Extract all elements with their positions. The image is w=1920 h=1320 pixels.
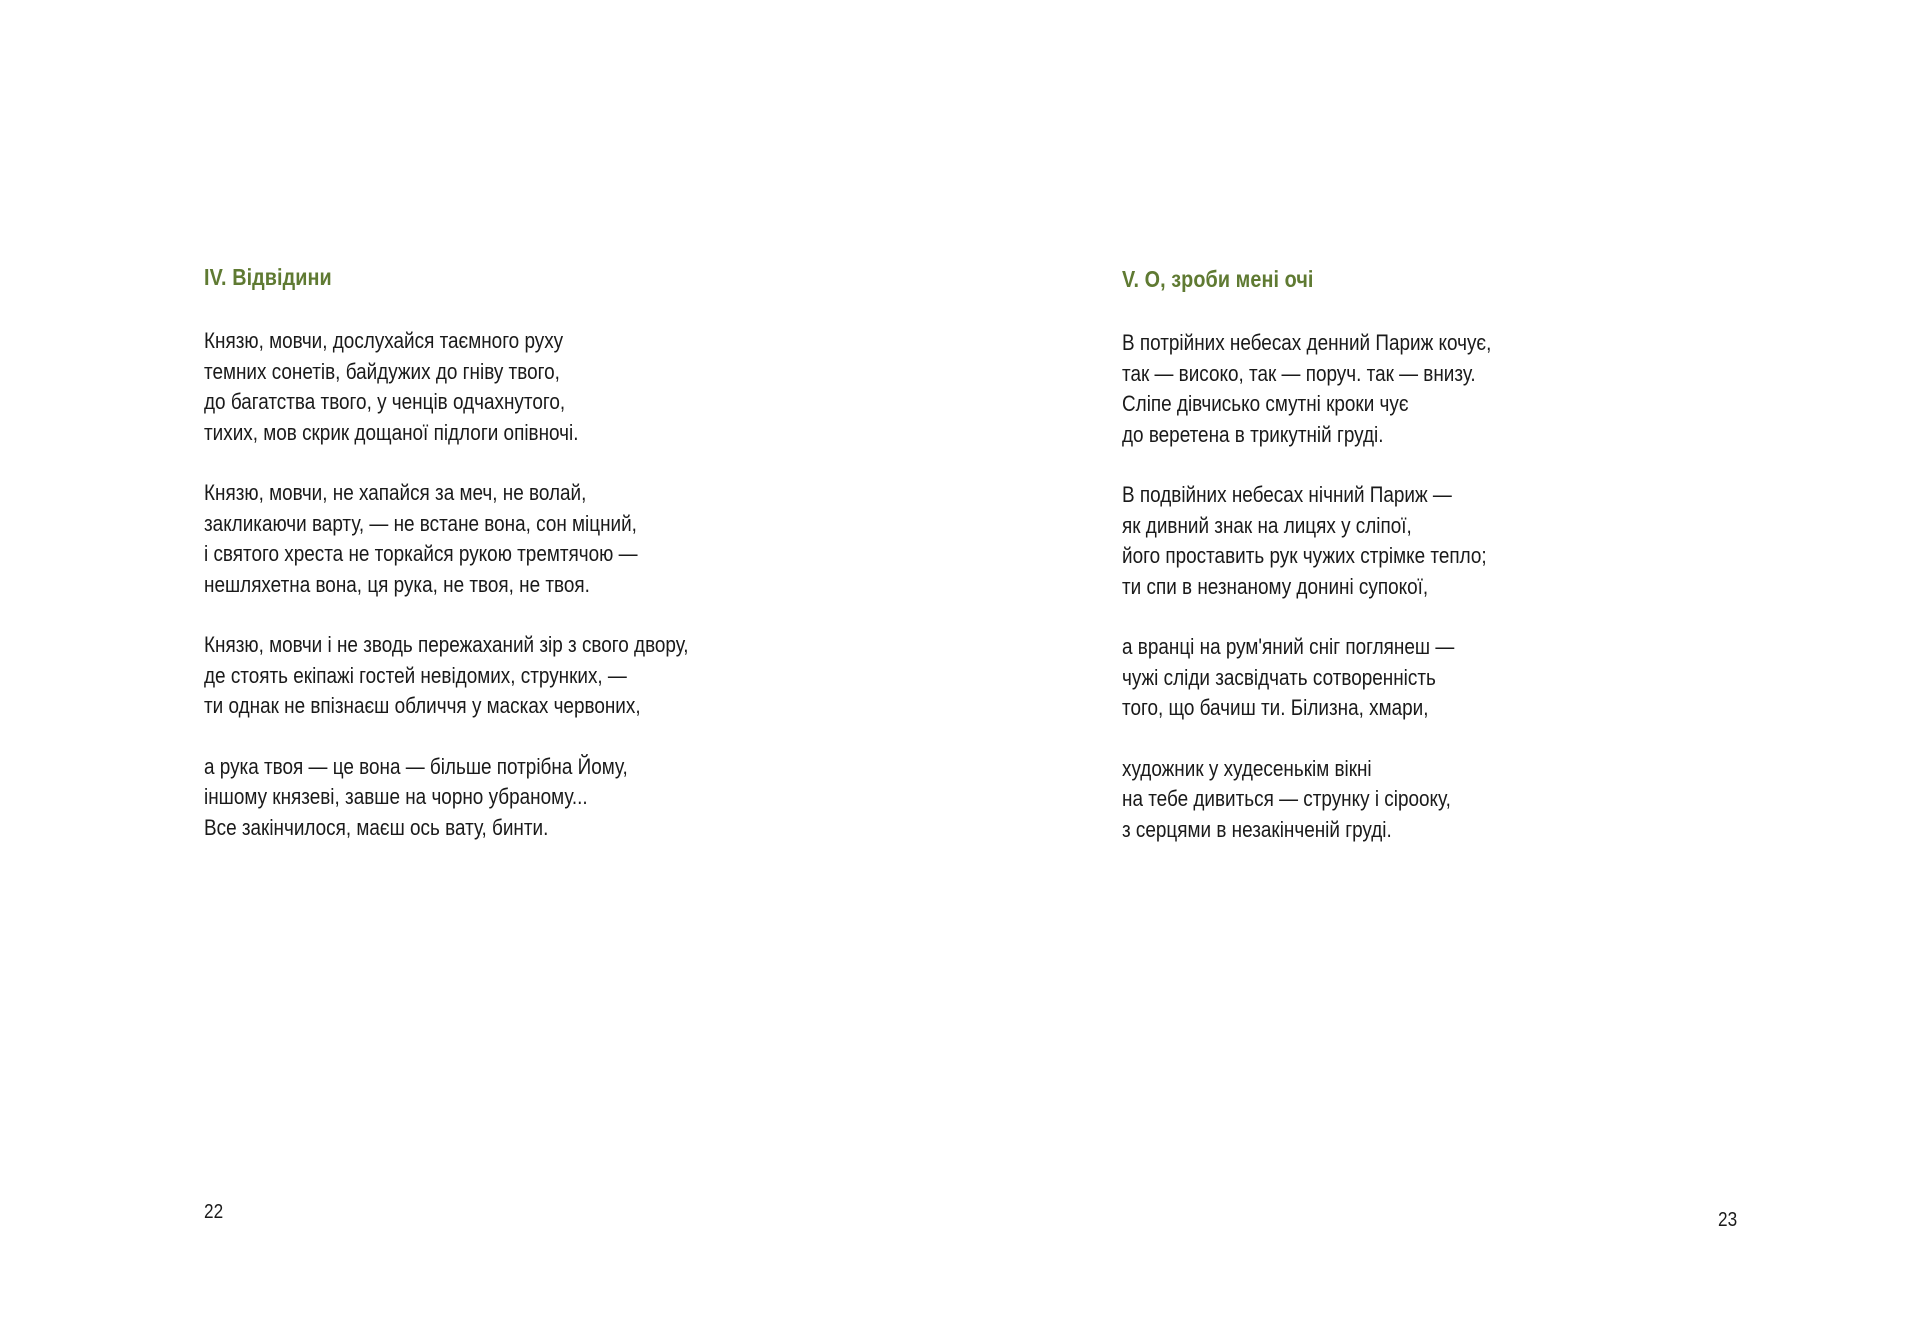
stanza-1 — [204, 326, 767, 448]
poem-line: закликаючи варту, — не встане вона, сон міцний, — [204, 510, 637, 536]
poem-line: Все закінчилося, маєш ось вату, бинти. — [204, 814, 549, 840]
poem-make-me-eyes — [1122, 264, 1551, 875]
poem-line: того, що бачиш ти. Білизна, хмари, — [1122, 695, 1429, 720]
poem-title: IV. Відвідини — [204, 264, 332, 290]
poem-line: чужі сліди засвідчать сотворенність — [1122, 664, 1436, 690]
poem-line: нешляхетна вона, ця рука, не твоя, не твоя. — [204, 571, 590, 597]
stanza-2 — [1122, 480, 1551, 602]
poem-line: до веретена в трикутній груді. — [1122, 421, 1384, 447]
page-number: 23 — [1718, 1209, 1738, 1231]
poem-line: так — високо, так — поруч. так — внизу. — [1122, 360, 1476, 386]
poem-line: до багатства твого, у ченців одчахнутого, — [204, 389, 566, 414]
poem-line: ти спи в незнаному донині супокої, — [1122, 573, 1429, 599]
poem-line: темних сонетів, байдужих до гніву твого, — [204, 358, 560, 384]
stanza-4 — [1122, 754, 1551, 846]
stanza-3 — [204, 630, 767, 722]
poem-visits — [204, 262, 767, 873]
stanza-2 — [204, 478, 767, 600]
poem-line: на тебе дивиться — струнку і сірооку, — [1122, 786, 1451, 811]
poem-line: ти однак не впізнаєш обличчя у масках червоних, — [204, 693, 641, 718]
poem-line: тихих, мов скрик дощаної підлоги опівночі. — [204, 419, 579, 445]
poem-title: V. О, зроби мені очі — [1122, 266, 1314, 292]
poem-line: В потрійних небесах денний Париж кочує, — [1122, 330, 1492, 355]
right-page — [960, 0, 1920, 1320]
poem-line: і святого хреста не торкайся рукою тремтячою — — [204, 541, 638, 566]
stanza-1 — [1122, 328, 1551, 450]
poem-line: Сліпе дівчисько смутні кроки чує — [1122, 391, 1409, 416]
page-number: 22 — [204, 1201, 224, 1223]
poem-line: В подвійних небесах нічний Париж — — [1122, 482, 1452, 507]
stanza-3 — [1122, 632, 1551, 724]
stanza-4 — [204, 752, 767, 844]
poem-line: іншому князеві, завше на чорно убраному... — [204, 784, 588, 809]
poem-line: його проставить рук чужих стрімке тепло; — [1122, 543, 1487, 568]
poem-line: Князю, мовчи, дослухайся таємного руху — [204, 328, 564, 353]
poem-line: де стоять екіпажі гостей невідомих, струнких, — — [204, 662, 627, 688]
poem-line: художник у худесенькім вікні — [1122, 755, 1372, 781]
poem-line: Князю, мовчи, не хапайся за меч, не волай, — [204, 480, 587, 505]
poem-line: а рука твоя — це вона — більше потрібна Йому, — [204, 753, 628, 779]
poem-line: а вранці на рум'яний сніг поглянеш — — [1122, 634, 1455, 659]
poem-line: Князю, мовчи і не зводь пережаханий зір з свого двору, — [204, 632, 689, 657]
poem-line: з серцями в незакінченій груді. — [1122, 816, 1392, 842]
poem-line: як дивний знак на лицях у сліпої, — [1122, 512, 1412, 538]
